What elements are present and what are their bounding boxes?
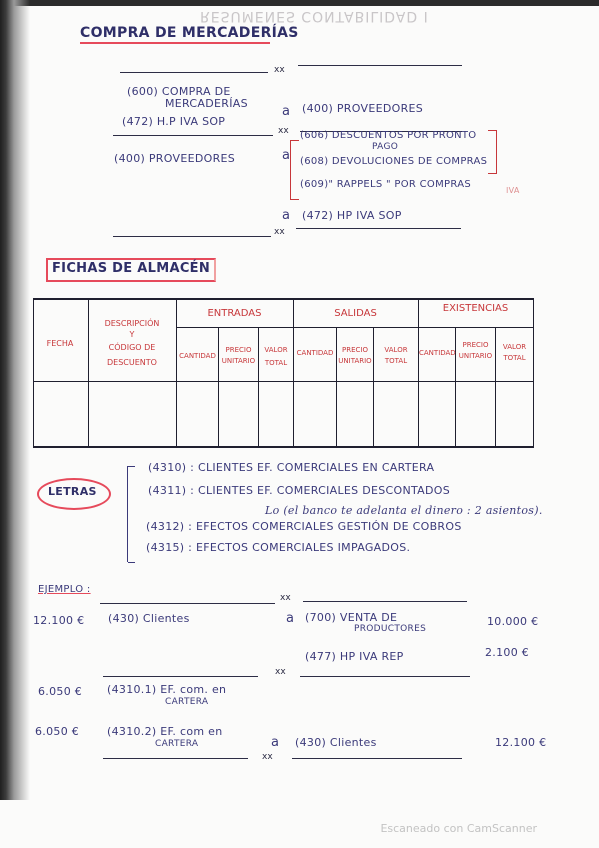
journal-xx: xx — [274, 65, 285, 75]
letras-4315: (4315) : EFECTOS COMERCIALES IMPAGADOS. — [146, 541, 411, 554]
letras-4312: (4312) : EFECTOS COMERCIALES GESTIÓN DE COBROS — [146, 520, 462, 533]
a-word: a — [282, 208, 291, 223]
debit-472: (472) H.P IVA SOP — [122, 115, 226, 128]
debit-430: (430) Clientes — [108, 612, 190, 625]
journal-line — [103, 758, 248, 759]
col-line — [176, 298, 177, 448]
journal-line — [303, 601, 467, 602]
debit-4310-1-b: CARTERA — [165, 697, 209, 707]
letras-4310: (4310) : CLIENTES EF. COMERCIALES EN CARTERA — [148, 461, 435, 474]
header-fecha: FECHA — [46, 339, 74, 348]
journal-line — [113, 236, 271, 237]
margin-note: IVA — [506, 186, 520, 195]
header-valor-2: TOTAL — [503, 354, 526, 362]
credit-700: (700) VENTA DE — [305, 611, 398, 624]
header-valor-2: TOTAL — [264, 359, 288, 367]
journal-line — [113, 135, 273, 136]
credit-700-b: PRODUCTORES — [354, 624, 427, 634]
journal-line — [300, 676, 470, 677]
fichas-title: FICHAS DE ALMACÉN — [52, 261, 211, 276]
letras-4311: (4311) : CLIENTES EF. COMERCIALES DESCONTADOS — [148, 484, 451, 497]
header-precio-2: UNITARIO — [338, 357, 372, 365]
credit-606-b: PAGO — [372, 142, 399, 152]
header-cantidad: CANTIDAD — [296, 349, 334, 357]
header-valor-2: TOTAL — [384, 357, 408, 365]
header-cantidad: CANTIDAD — [419, 349, 456, 357]
header-precio-1: PRECIO — [225, 346, 252, 354]
credit-400: (400) PROVEEDORES — [302, 102, 424, 115]
table-header-bottom — [33, 381, 533, 382]
journal-xx: xx — [262, 752, 273, 762]
brace-spine — [127, 466, 128, 562]
a-word: a — [282, 104, 291, 119]
debit-400: (400) PROVEEDORES — [114, 152, 236, 165]
inventory-card-table — [33, 283, 533, 448]
header-valor-1: VALOR — [264, 346, 288, 354]
credit-606: (606) DESCUENTOS POR PRONTO — [300, 130, 477, 141]
col-line — [418, 298, 419, 448]
header-descripcion-3: CÓDIGO DE — [108, 343, 156, 352]
debit-4310-2: (4310.2) EF. com en — [107, 725, 223, 738]
header-precio-2: UNITARIO — [458, 352, 493, 360]
a-word: a — [286, 611, 295, 626]
header-existencias: EXISTENCIAS — [442, 303, 509, 314]
header-valor-1: VALOR — [384, 346, 408, 354]
compra-title: COMPRA DE MERCADERÍAS — [80, 25, 299, 41]
letras-note: Lo (el banco te adelanta el dinero : 2 asientos). — [265, 504, 543, 517]
debit-600-b: MERCADERÍAS — [165, 97, 248, 110]
header-descripcion-2: Y — [129, 330, 135, 339]
a-word: a — [282, 148, 291, 163]
col-line — [533, 298, 534, 448]
debit-4310-2-b: CARTERA — [155, 739, 199, 749]
header-precio-2: UNITARIO — [221, 357, 256, 365]
table-subheader-line — [176, 327, 533, 328]
debit-4310-1: (4310.1) EF. com. en — [107, 683, 227, 696]
journal-line — [100, 603, 275, 604]
amount-6050: 6.050 € — [35, 725, 80, 738]
debit-600: (600) COMPRA DE — [127, 85, 231, 98]
bleed-through-text: RESUMENES CONTABILIDAD I — [200, 8, 429, 24]
header-cantidad: CANTIDAD — [179, 352, 216, 360]
amount-12100: 12.100 € — [495, 736, 547, 749]
credit-609: (609)" RAPPELS " POR COMPRAS — [300, 179, 471, 190]
credit-472: (472) HP IVA SOP — [302, 209, 402, 222]
letras-title: LETRAS — [48, 485, 97, 498]
amount-6050: 6.050 € — [38, 685, 83, 698]
header-descripcion-4: DESCUENTO — [107, 358, 157, 367]
journal-line — [120, 72, 268, 73]
journal-xx: xx — [280, 593, 291, 603]
header-precio-1: PRECIO — [342, 346, 368, 354]
right-bracket — [488, 130, 497, 174]
brace-bottom — [128, 562, 135, 563]
header-entradas: ENTRADAS — [207, 308, 262, 319]
scanner-watermark: Escaneado con CamScanner — [380, 822, 537, 835]
amount-2100: 2.100 € — [485, 646, 530, 659]
amount-12100: 12.100 € — [33, 614, 85, 627]
journal-line — [298, 65, 462, 66]
scan-binding-shadow — [0, 0, 30, 800]
journal-xx: xx — [274, 227, 285, 237]
ejemplo-label: EJEMPLO : — [38, 584, 91, 595]
amount-10000: 10.000 € — [487, 615, 539, 628]
journal-line — [296, 228, 461, 229]
col-line — [293, 298, 294, 448]
col-line — [33, 298, 34, 448]
table-bottom — [33, 446, 533, 448]
left-bracket — [290, 140, 299, 200]
journal-xx: xx — [275, 667, 286, 677]
header-descripcion-1: DESCRIPCIÓN — [104, 319, 160, 328]
journal-xx: xx — [278, 126, 289, 136]
credit-608: (608) DEVOLUCIONES DE COMPRAS — [300, 156, 488, 167]
credit-430: (430) Clientes — [295, 736, 377, 749]
brace-top — [128, 466, 135, 467]
col-line — [88, 298, 89, 448]
scan-top-edge — [0, 0, 599, 6]
a-word: a — [271, 735, 280, 750]
journal-line — [292, 758, 462, 759]
header-precio-1: PRECIO — [462, 341, 489, 349]
header-salidas: SALIDAS — [334, 308, 377, 319]
credit-477: (477) HP IVA REP — [305, 650, 404, 663]
compra-title-underline — [80, 42, 270, 44]
table-top — [33, 298, 533, 300]
header-valor-1: VALOR — [502, 343, 527, 351]
journal-line — [103, 676, 258, 677]
